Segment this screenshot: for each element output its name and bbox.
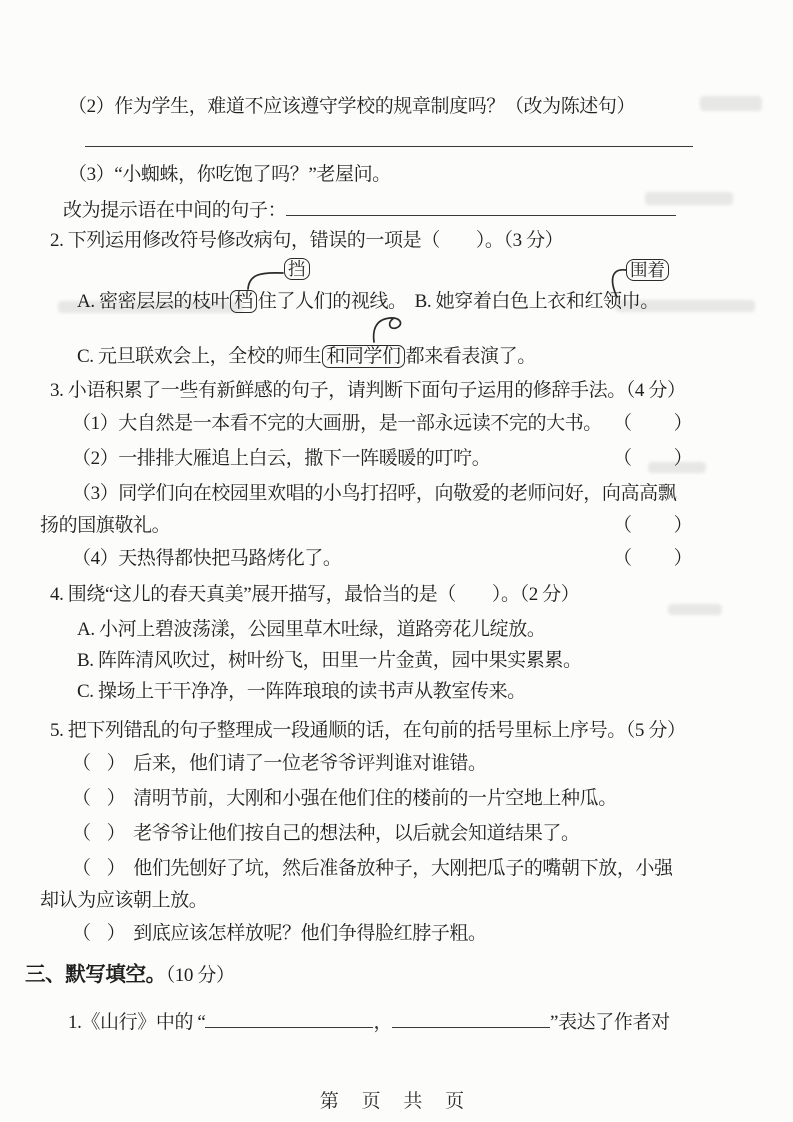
question5-item2: （ ） 清明节前，大刚和小强在他们住的楼前的一片空地上种瓜。 [72, 788, 617, 809]
question5-item4-line2: 却认为应该朝上放。 [40, 890, 208, 911]
q1-item3-text [68, 162, 391, 187]
q1-item3-prompt-line [63, 196, 676, 223]
page-number-label: 第 页 共 页 [319, 1091, 474, 1112]
answer-bracket: （ ） [72, 788, 126, 809]
answer-bracket: （ ） [613, 515, 693, 536]
question3-item4: （4）天热得都快把马路烤化了。 [72, 548, 342, 569]
rewrite-instruction: 改为提示语在中间的句子： [63, 200, 287, 221]
sentence-rewrite-source: （3）“小蜘蛛，你吃饱了吗？”老屋问。 [68, 164, 391, 185]
insertion-correction-label: 围着 [626, 259, 669, 281]
answer-blank [392, 1008, 550, 1028]
question5-item3: （ ） 老爷爷让他们按自己的想法种，以后就会知道结果了。 [72, 823, 580, 844]
replacement-correction-label: 挡 [284, 258, 310, 280]
question4-option-c: C. 操场上干干净净，一阵阵琅琅的读书声从教室传来。 [77, 681, 526, 702]
q1-item2-text [68, 94, 635, 119]
answer-bracket: （ ） [72, 823, 126, 844]
answer-bracket: （ ） [421, 230, 485, 251]
answer-bracket: （ ） [613, 548, 693, 569]
question5-item1: （ ） 后来，他们请了一位老爷爷评判谁对谁错。 [72, 753, 487, 774]
question2-stem: 2. 下列运用修改符号修改病句，错误的一项是（ ）。（3 分） [50, 230, 564, 251]
option-a-text: A. 密密层层的枝叶 [77, 291, 230, 312]
option-c-text: C. 元旦联欢会上，全校的师生 [77, 346, 322, 367]
question3-stem: 3. 小语积累了一些有新鲜感的句子，请判断下面句子运用的修辞手法。（4 分） [50, 380, 686, 401]
answer-blank [205, 1008, 373, 1028]
question2-option-a-b: A. 密密层层的枝叶 档 住了人们的视线。 B. 她穿着白色上衣和红领巾。 [77, 291, 659, 312]
question3-item3-line2: 扬的国旗敬礼。 [40, 515, 171, 536]
question5-item5: （ ） 到底应该怎样放呢？他们争得脸红脖子粗。 [72, 923, 487, 944]
page-footer [0, 1086, 793, 1113]
bleed-through-artifact [700, 96, 762, 111]
sentence-rewrite-prompt: （2）作为学生，难道不应该遵守学校的规章制度吗？（改为陈述句） [68, 96, 636, 117]
question3-item2: （2）一排排大雁追上白云，撒下一阵暖暖的叮咛。 [72, 448, 491, 469]
question5-stem: 5. 把下列错乱的句子整理成一段通顺的话，在句前的括号里标上序号。（5 分） [50, 720, 686, 741]
question4-option-a: A. 小河上碧波荡漾，公园里草木吐绿，道路旁花儿绽放。 [77, 619, 546, 640]
delete-squiggle-mark [374, 318, 401, 342]
option-b-text: B. 她穿着白色上衣和 [414, 291, 585, 312]
question2-option-c: C. 元旦联欢会上，全校的师生 和同学们 都来看表演了。 [77, 346, 536, 367]
section-three-heading [25, 963, 235, 988]
answer-bracket: （ ） [72, 923, 126, 944]
boxed-wrong-character: 档 [230, 290, 257, 313]
replace-connector-line [248, 273, 283, 289]
answer-bracket: （ ） [437, 584, 501, 605]
question3-item1: （1）大自然是一本看不完的大画册，是一部永远读不完的大书。 [72, 413, 602, 434]
answer-line [85, 146, 693, 147]
question4-option-b: B. 阵阵清风吹过，树叶纷飞，田里一片金黄，园中果实累累。 [77, 650, 582, 671]
question5-item4-line1: （ ） 他们先刨好了坑，然后准备放种子，大刚把瓜子的嘴朝下放，小强 [72, 858, 673, 879]
question4-stem: 4. 围绕“这儿的春天真美”展开描写，最恰当的是（ ）。（2 分） [50, 584, 580, 605]
answer-bracket: （ ） [72, 858, 126, 879]
boxed-deleted-words: 和同学们 [322, 345, 404, 368]
section-score: （10 分） [165, 965, 235, 986]
answer-bracket: （ ） [613, 413, 693, 434]
answer-bracket: （ ） [72, 753, 126, 774]
answer-blank [286, 196, 676, 216]
answer-bracket: （ ） [613, 448, 693, 469]
section-title: 三、默写填空。 [25, 964, 166, 986]
dictation-item1: 1.《山行》中的 “ ， ”表达了作者对 [68, 1008, 670, 1035]
question3-item3-line1: （3）同学们向在校园里欢唱的小鸟打招呼，向敬爱的老师问好，向高高飘 [72, 483, 677, 504]
bleed-through-artifact [668, 604, 722, 615]
